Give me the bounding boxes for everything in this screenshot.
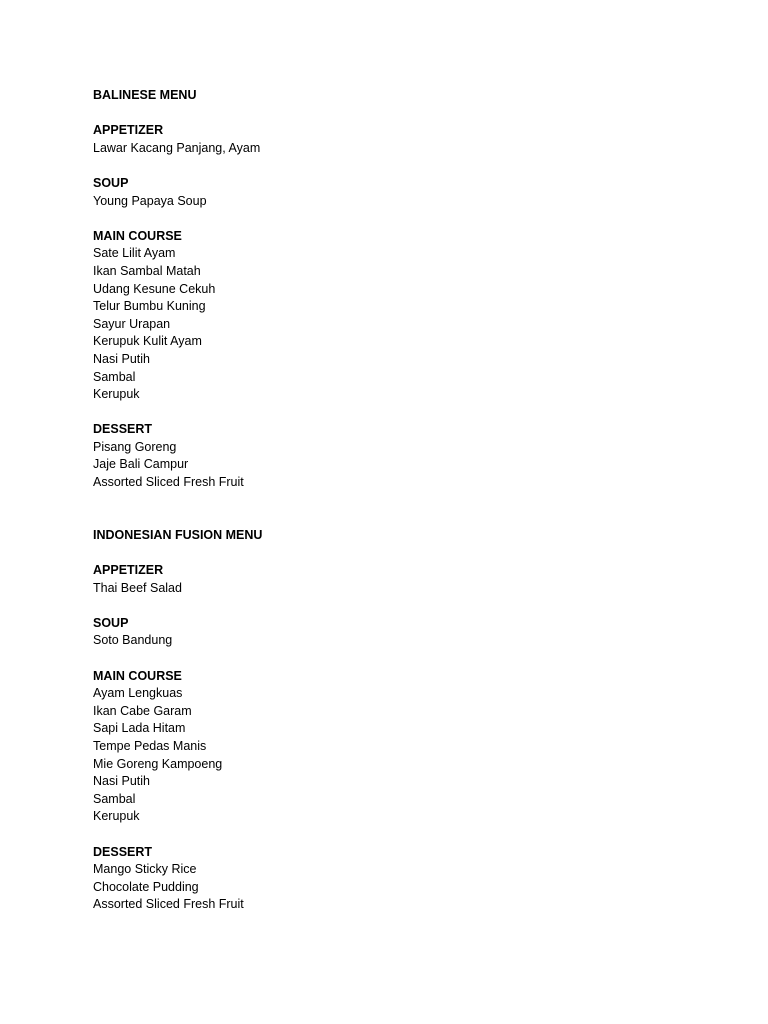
course-heading: MAIN COURSE: [93, 668, 182, 683]
menu-item: Sate Lilit Ayam: [93, 246, 176, 261]
menu-item: Kerupuk: [93, 387, 140, 402]
course-heading: DESSERT: [93, 844, 153, 859]
menu-item: Ikan Sambal Matah: [93, 263, 201, 278]
menu-title: INDONESIAN FUSION MENU: [93, 527, 263, 542]
menu-item: Sayur Urapan: [93, 316, 171, 331]
section-dessert: [93, 844, 693, 914]
menu-item: Kerupuk: [93, 809, 140, 824]
menu-item: Assorted Sliced Fresh Fruit: [93, 897, 244, 912]
menu-item: Mango Sticky Rice: [93, 862, 197, 877]
section-soup: [93, 615, 693, 650]
menu-item: Sapi Lada Hitam: [93, 721, 186, 736]
menu-indonesian-fusion: [93, 527, 693, 914]
menu-title: BALINESE MENU: [93, 88, 197, 102]
menu-item: Ayam Lengkuas: [93, 686, 183, 701]
menu-item: Nasi Putih: [93, 774, 150, 789]
menu-item: Pisang Goreng: [93, 439, 177, 454]
section-main-course: [93, 668, 693, 826]
menu-balinese: [93, 87, 693, 492]
menu-item: Tempe Pedas Manis: [93, 738, 207, 753]
menu-item: Assorted Sliced Fresh Fruit: [93, 475, 244, 490]
course-heading: MAIN COURSE: [93, 228, 182, 243]
menu-item: Nasi Putih: [93, 351, 150, 366]
menu-item: Chocolate Pudding: [93, 879, 199, 894]
menu-item: Sambal: [93, 369, 136, 384]
menu-item: Ikan Cabe Garam: [93, 703, 192, 718]
section-dessert: [93, 421, 693, 491]
menu-item: Kerupuk Kulit Ayam: [93, 334, 202, 349]
section-appetizer: [93, 122, 693, 157]
course-heading: APPETIZER: [93, 123, 164, 138]
menu-item: Jaje Bali Campur: [93, 457, 189, 472]
menu-item: Sambal: [93, 791, 136, 806]
menu-item: Soto Bandung: [93, 633, 173, 648]
menu-item: Lawar Kacang Panjang, Ayam: [93, 140, 261, 155]
section-main-course: [93, 228, 693, 404]
menu-item: Thai Beef Salad: [93, 580, 182, 595]
menu-item: Mie Goreng Kampoeng: [93, 756, 223, 771]
course-heading: SOUP: [93, 615, 129, 630]
menu-item: Young Papaya Soup: [93, 193, 207, 208]
course-heading: SOUP: [93, 175, 129, 190]
section-appetizer: [93, 562, 693, 597]
course-heading: DESSERT: [93, 422, 153, 437]
menu-item: Udang Kesune Cekuh: [93, 281, 216, 296]
course-heading: APPETIZER: [93, 563, 164, 578]
section-soup: [93, 175, 693, 210]
document-page: [93, 87, 693, 914]
menu-item: Telur Bumbu Kuning: [93, 299, 206, 314]
